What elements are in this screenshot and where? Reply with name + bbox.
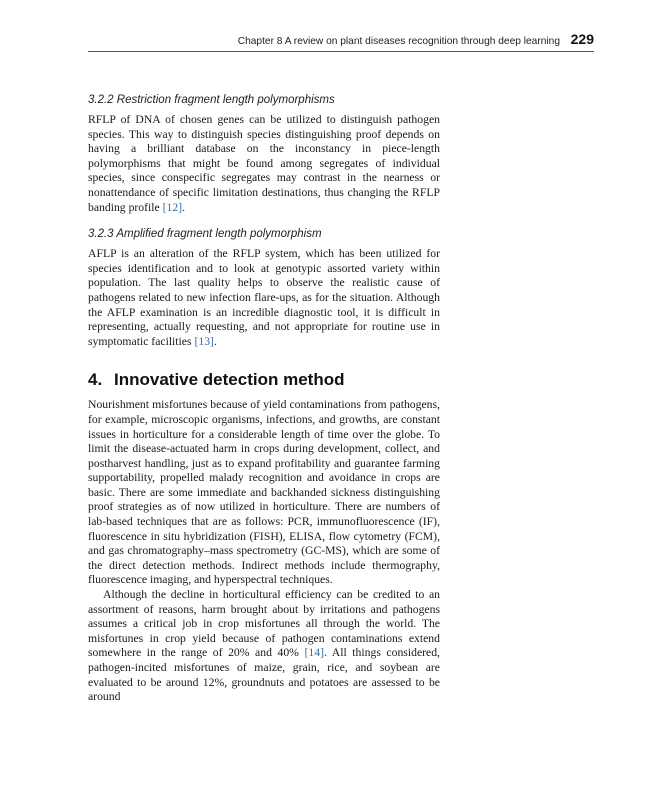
section-heading-4: [88, 370, 440, 390]
page-number: 229: [570, 31, 594, 47]
paragraph-crop-losses: [88, 588, 440, 705]
page-body: [88, 92, 440, 705]
chapter-title: Chapter 8 A review on plant diseases recognition through deep learning: [237, 36, 560, 47]
paragraph-rflp: [88, 113, 440, 215]
section-title: Innovative detection method: [114, 370, 345, 390]
paragraph-text: Although the decline in horticultural efficiency can be credited to an assortment of reasons, harm brought about by irritations and pathogens assumes a critical job in crop misfortunes all through the world. The misfortunes in crop yield because of pathogen contaminations extend somewhere in the range of 20% and 40%: [88, 588, 440, 660]
paragraph-text: RFLP of DNA of chosen genes can be utilized to distinguish pathogen species. This way to distinguish species distinguishing proof depends on having a brilliant database on the inconstancy in piece-length polymorphisms that might be found among segregates of individual species, since conspecific segregates may contrast in the nearness or nonattendance of specific limitation destinations, thus changing the RFLP banding profile: [88, 113, 440, 214]
paragraph-aflp: [88, 247, 440, 349]
citation-link[interactable]: [14]: [304, 646, 324, 660]
section-number: 4.: [88, 370, 103, 390]
paragraph-text-cont: . All things considered, pathogen-incited misfortunes of maize, grain, rice, and soybean are evaluated to be around 12%, groundnuts and potatoes are assessed to be around: [88, 646, 440, 704]
citation-link[interactable]: [12]: [162, 200, 183, 214]
running-header: [88, 31, 594, 52]
paragraph-detection-methods: Nourishment misfortunes because of yield contaminations from pathogens, for example, microscopic organisms, infections, and growths, are constant issues in horticulture for a considerable length of time over the globe. To limit the disease-actuated harm in crops during development, collect, and postharvest handling, just as to expand profitability and guarantee farming supportability, propelled malady recognition and avoidance in crops are basic. There are some immediate and backhanded sickness distinguishing proof strategies as of now utilized in horticulture. There are numbers of lab-based techniques that are as follows: PCR, immunofluorescence (IF), fluorescence in situ hybridization (FISH), ELISA, flow cytometry (FCM), and gas chromatography–mass spectrometry (GC-MS), which are some of the direct detection methods. Indirect methods include thermography, fluorescence imaging, and hyperspectral techniques.: [88, 398, 440, 587]
subsection-heading-3-2-2: 3.2.2 Restriction fragment length polymorphisms: [88, 94, 335, 106]
sentence-end: .: [213, 334, 217, 348]
subsection-heading-3-2-3: 3.2.3 Amplified fragment length polymorphism: [88, 228, 322, 241]
sentence-end: .: [182, 200, 186, 214]
citation-link[interactable]: [13]: [194, 334, 214, 348]
paragraph-text: AFLP is an alteration of the RFLP system, which has been utilized for species identification and to look at genotypic assorted variety within population. The last quality helps to observe the realistic cause of pathogens related to new infection flare-ups, as for the situation. Although the AFLP examination is an incredible diagnostic tool, it is difficult in representing, actually requesting, and not appropriate for routine use in symptomatic facilities: [88, 247, 440, 348]
